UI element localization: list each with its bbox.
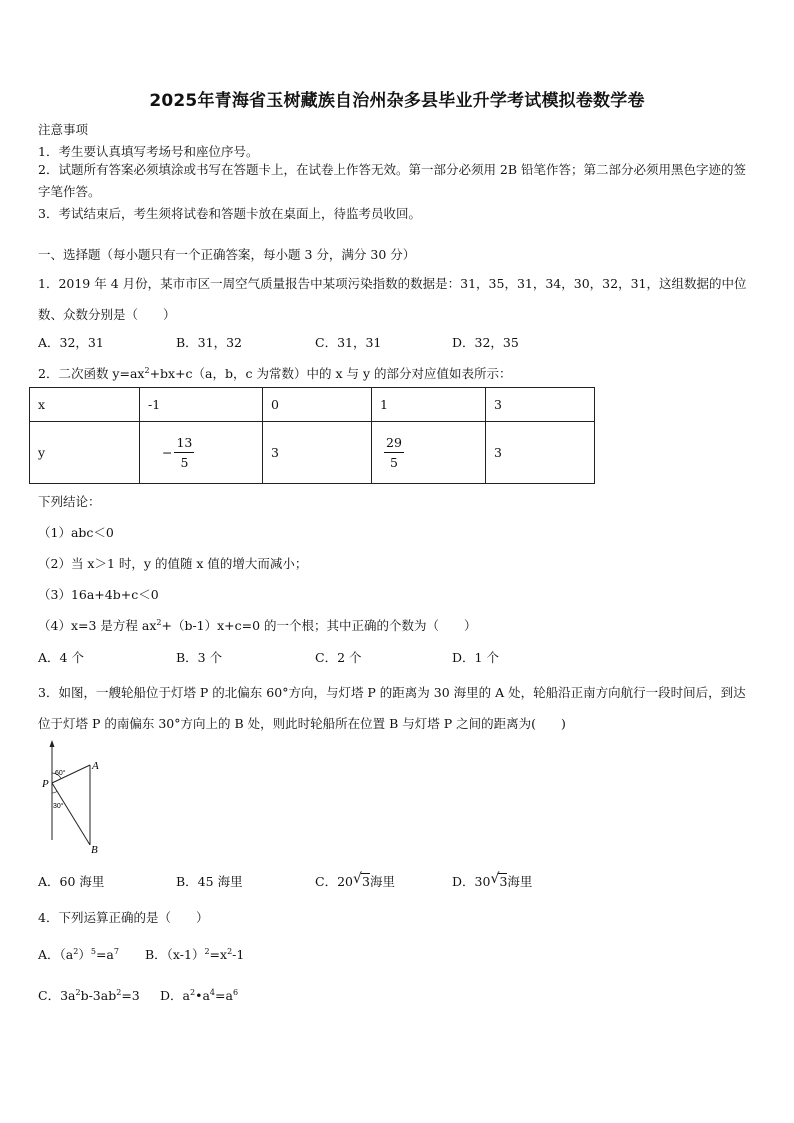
table-cell: -1 — [140, 388, 263, 422]
conclusion-2: （2）当 x＞1 时，y 的值随 x 值的增大而减小； — [38, 556, 308, 571]
question-4-stem: 4．下列运算正确的是（ ） — [38, 910, 209, 925]
table-cell: x — [30, 388, 140, 422]
q1-option-c[interactable]: C．31，31 — [315, 335, 382, 350]
line-pb — [52, 783, 90, 845]
q1-option-b[interactable]: B．31，32 — [176, 335, 242, 350]
label-b: B — [91, 844, 98, 855]
table-cell: 3 — [263, 422, 372, 484]
q4-option-c[interactable]: C．$3a^2b-3ab^2=3$ — [38, 987, 140, 1003]
label-a: A — [92, 760, 99, 772]
q1-option-d[interactable]: D．32，35 — [452, 335, 519, 350]
q3-option-c[interactable]: C．20 √ 3海里 — [315, 871, 395, 889]
q3-option-b[interactable]: B．45 海里 — [176, 874, 243, 889]
table-cell: 0 — [263, 388, 372, 422]
table-cell: 3 — [486, 422, 595, 484]
label-p: P — [42, 778, 49, 790]
lighthouse-figure — [34, 740, 114, 855]
fraction: $\frac{13}{5}$ — [176, 435, 193, 470]
question-3-stem: 3．如图，一艘轮船位于灯塔 P 的北偏东 60°方向，与灯塔 P 的距离为 30 海里的 A 处，轮船沿正南方向航行一段时间后，到达位于灯塔 P 的南偏东 30°方向上的 B 处，则此时轮船所在位置 B 与灯塔 P 之间的距离为( ) — [38, 685, 746, 731]
conclusion-4: （4）x=3 是方程 $ax^2+(b-1)x+c=0$ 的一个根；其中正确的个数为（ ） — [38, 617, 477, 633]
notice-item-1: 1．考生要认真填写考场号和座位序号。 — [38, 144, 259, 159]
q3-option-d[interactable]: D．30 √ 3海里 — [452, 871, 533, 889]
table-cell: 1 — [372, 388, 486, 422]
table-cell — [140, 422, 263, 484]
conclusions-heading: 下列结论： — [38, 494, 101, 509]
q2-option-b[interactable]: B．3 个 — [176, 650, 223, 665]
conclusion-3: （3）16a+4b+c＜0 — [38, 587, 159, 602]
q3-option-a[interactable]: A．60 海里 — [38, 874, 105, 889]
table-cell: y — [30, 422, 140, 484]
table-cell: 3 — [486, 388, 595, 422]
q2-option-a[interactable]: A．4 个 — [38, 650, 84, 665]
fraction: $\frac{29}{5}$ — [386, 435, 402, 470]
q4-option-d[interactable]: D．$a^2•a^4=a^6$ — [160, 987, 239, 1003]
page-title: 2025年青海省玉树藏族自治州杂多县毕业升学考试模拟卷数学卷 — [149, 91, 645, 111]
q4-option-b[interactable]: B．$(x-1)^2=x^2-1$ — [145, 946, 245, 962]
notice-heading: 注意事项 — [38, 122, 89, 137]
notice-item-3: 3．考试结束后，考生须将试卷和答题卡放在桌面上，待监考员收回。 — [38, 206, 421, 221]
q4-option-a[interactable]: A．$(a^2)^5=a^7$ — [38, 946, 119, 962]
question-2-stem: 2．二次函数 $y=ax^2+bx+c(a$，b，c 为常数）中的 x 与 y 的部分对应值如表所示： — [38, 365, 512, 381]
conclusion-1: （1）abc＜0 — [38, 525, 114, 540]
table-row — [30, 388, 595, 422]
q2-option-d[interactable]: D．1 个 — [452, 650, 499, 665]
table-row — [30, 422, 595, 484]
angle-arc-30 — [52, 792, 57, 794]
north-south-axis — [50, 740, 55, 840]
question-1-stem: 1．2019 年 4 月份，某市市区一周空气质量报告中某项污染指数的数据是：31，35，31，34，30，32，31，这组数据的中位数、众数分别是（ ） — [38, 276, 747, 322]
value-table — [29, 387, 595, 484]
label-angle-60: 60° — [55, 770, 66, 777]
notice-item-2: 2．试题所有答案必须填涂或书写在答题卡上，在试卷上作答无效。第一部分必须用 2B 铅笔作答；第二部分必须用黑色字迹的签字笔作答。 — [38, 162, 747, 199]
q2-option-c[interactable]: C．2 个 — [315, 650, 362, 665]
table-cell — [372, 422, 486, 484]
q1-option-a[interactable]: A．32，31 — [38, 335, 104, 350]
label-angle-30: 30° — [53, 803, 64, 810]
sqrt-symbol: √ 3 — [352, 871, 370, 889]
section-heading: 一、选择题（每小题只有一个正确答案，每小题 3 分，满分 30 分） — [38, 247, 416, 262]
minus-sign: − — [162, 445, 173, 460]
sqrt-symbol: √ 3 — [490, 871, 508, 889]
